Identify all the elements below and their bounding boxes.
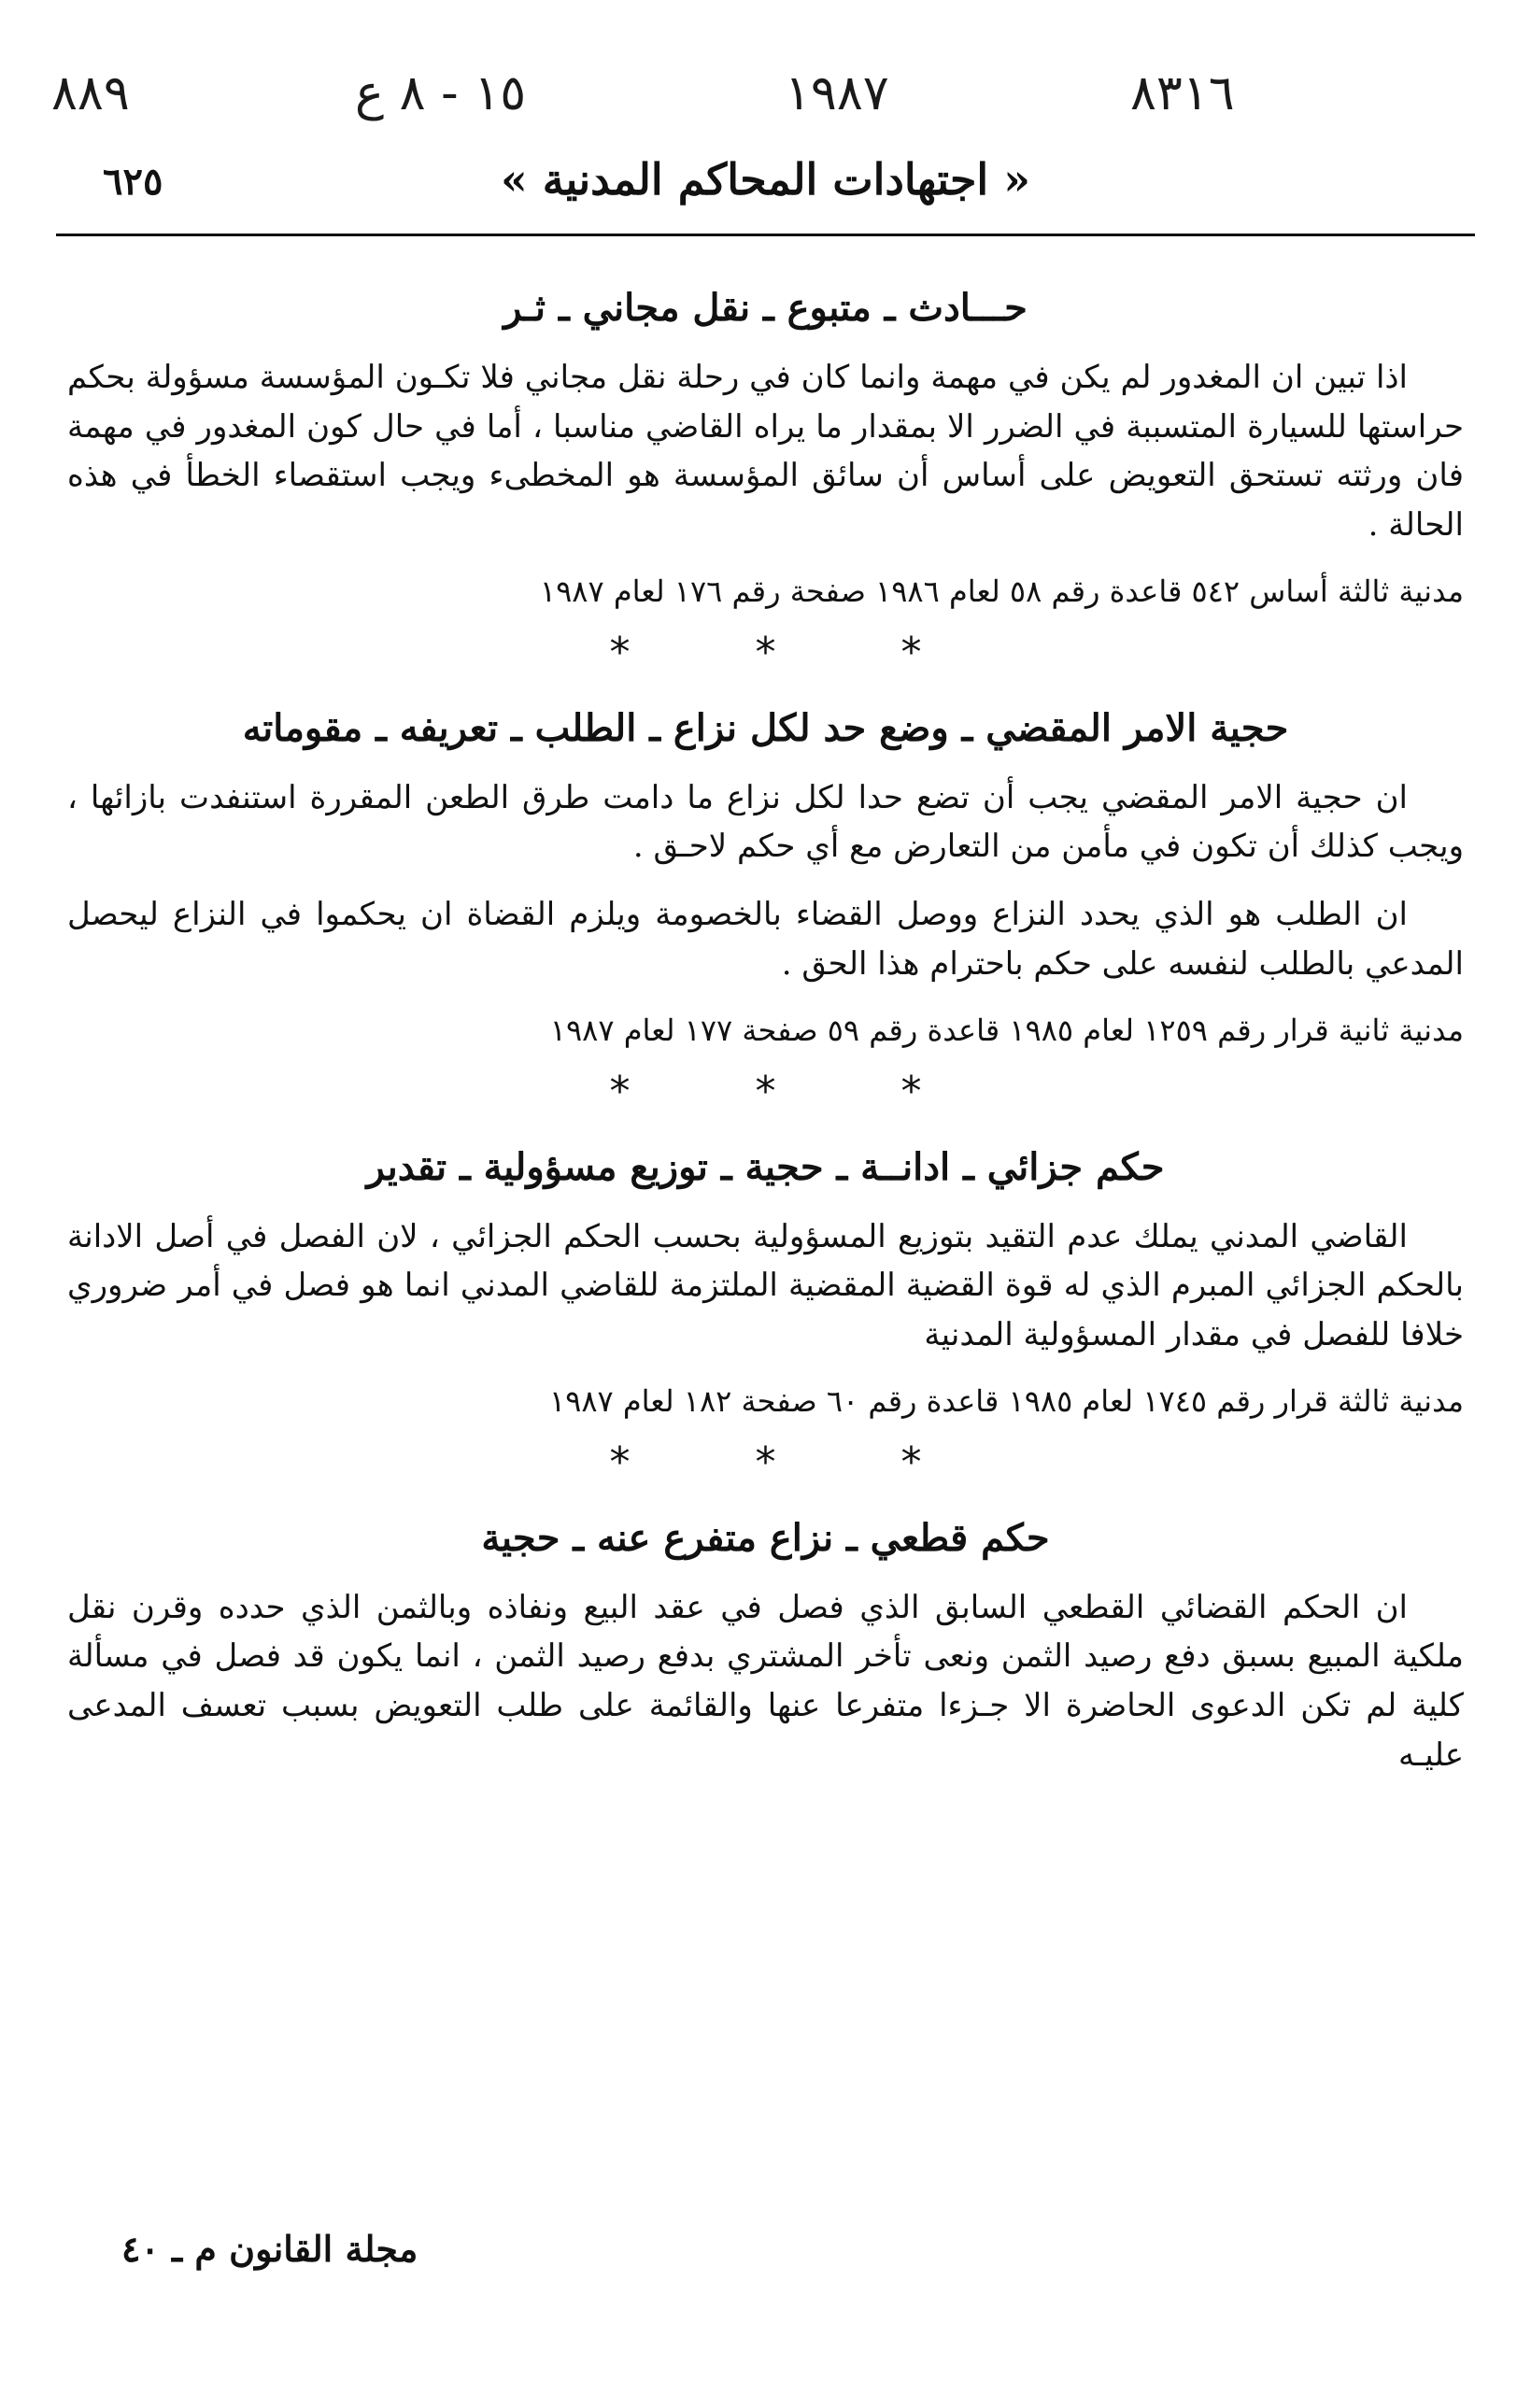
ruling-section-4 [67, 1510, 1464, 1780]
section-heading: حـــادث ـ متبوع ـ نقل مجاني ـ ثـر [503, 286, 1028, 330]
section-paragraph: ان حجية الامر المقضي يجب أن تضع حدا لكل نزاع ما دامت طرق الطعن المقررة استنفدت بازائها ، ويجب كذلك أن تكون في مأمن من التعارض مع أي حكم لاحـق . [67, 778, 1464, 866]
header-divider [56, 234, 1475, 236]
article-body [67, 280, 1464, 1798]
section-heading: حجية الامر المقضي ـ وضع حد لكل نزاع ـ الطلب ـ تعريفه ـ مقوماته [242, 705, 1289, 750]
handwritten-note-date: ١٥ - ٨ ع [355, 65, 527, 121]
ruling-section-1 [67, 280, 1464, 676]
ruling-section-3 [67, 1140, 1464, 1486]
handwritten-note-year: ١٩٨٧ [785, 65, 889, 121]
case-reference: مدنية ثالثة أساس ٥٤٢ قاعدة رقم ٥٨ لعام ١٩٨٦ صفحة رقم ١٧٦ لعام ١٩٨٧ [539, 573, 1464, 609]
case-reference: مدنية ثانية قرار رقم ١٢٥٩ لعام ١٩٨٥ قاعدة رقم ٥٩ صفحة ١٧٧ لعام ١٩٨٧ [549, 1012, 1464, 1048]
page-number: ٦٢٥ [103, 160, 163, 204]
asterisk-separator: * * * [609, 1067, 978, 1115]
section-heading: حكم جزائي ـ ادانــة ـ حجية ـ توزيع مسؤولية ـ تقدير [366, 1144, 1165, 1189]
section-paragraph: اذا تبين ان المغدور لم يكن في مهمة وانما كان في رحلة نقل مجاني فلا تكـون المؤسسة مسؤولة بحكم حراستها للسيارة المتسببة في الضرر الا بمقدار ما يراه القاضي مناسبا ، أما في حال كون المغدور في مهمة فان ورثته تستحق التعويض على أساس أن سائق المؤسسة هو المخطىء ويجب استقصاء الخطأ في هذه الحالة . [67, 359, 1464, 545]
section-paragraph: ان الطلب هو الذي يحدد النزاع ووصل القضاء بالخصومة ويلزم القضاة ان يحكموا في النزاع ليحصل المدعي بالطلب لنفسه على حكم باحترام هذا الحق . [67, 896, 1464, 983]
section-paragraph: القاضي المدني يملك عدم التقيد بتوزيع المسؤولية بحسب الحكم الجزائي ، لان الفصل في أصل الادانة بالحكم الجزائي المبرم الذي له قوة القضية المقضية الملتزمة للقاضي المدني انما هو فصل في أمر ضروري خلافا للفصل في مقدار المسؤولية المدنية [67, 1217, 1464, 1353]
section-paragraph: ان الحكم القضائي القطعي السابق الذي فصل في عقد البيع ونفاذه وبالثمن الذي حدده وقرن نقل ملكية المبيع بسبق دفع رصيد الثمن ونعى تأخر المشتري بدفع رصيد الثمن ، انما يكون قد فصل في مسألة كلية لم تكن الدعوى الحاضرة الا جـزءا متفرعا عنها والقائمة على طلب التعويض بسبب تعسف المدعى عليـه [67, 1588, 1464, 1774]
handwritten-note-left: ٨٨٩ [51, 65, 130, 121]
page-header [65, 154, 1466, 220]
case-reference: مدنية ثالثة قرار رقم ١٧٤٥ لعام ١٩٨٥ قاعدة رقم ٦٠ صفحة ١٨٢ لعام ١٩٨٧ [548, 1382, 1464, 1419]
handwritten-note-right: ٨٣١٦ [1130, 65, 1235, 121]
asterisk-separator: * * * [609, 628, 978, 676]
journal-title: « اجتهادات المحاكم المدنية » [501, 154, 1030, 205]
section-heading: حكم قطعي ـ نزاع متفرع عنه ـ حجية [481, 1515, 1050, 1560]
ruling-section-2 [67, 701, 1464, 1115]
asterisk-separator: * * * [609, 1438, 978, 1486]
journal-footer: مجلة القانون م ـ ٤٠ [121, 2228, 418, 2270]
